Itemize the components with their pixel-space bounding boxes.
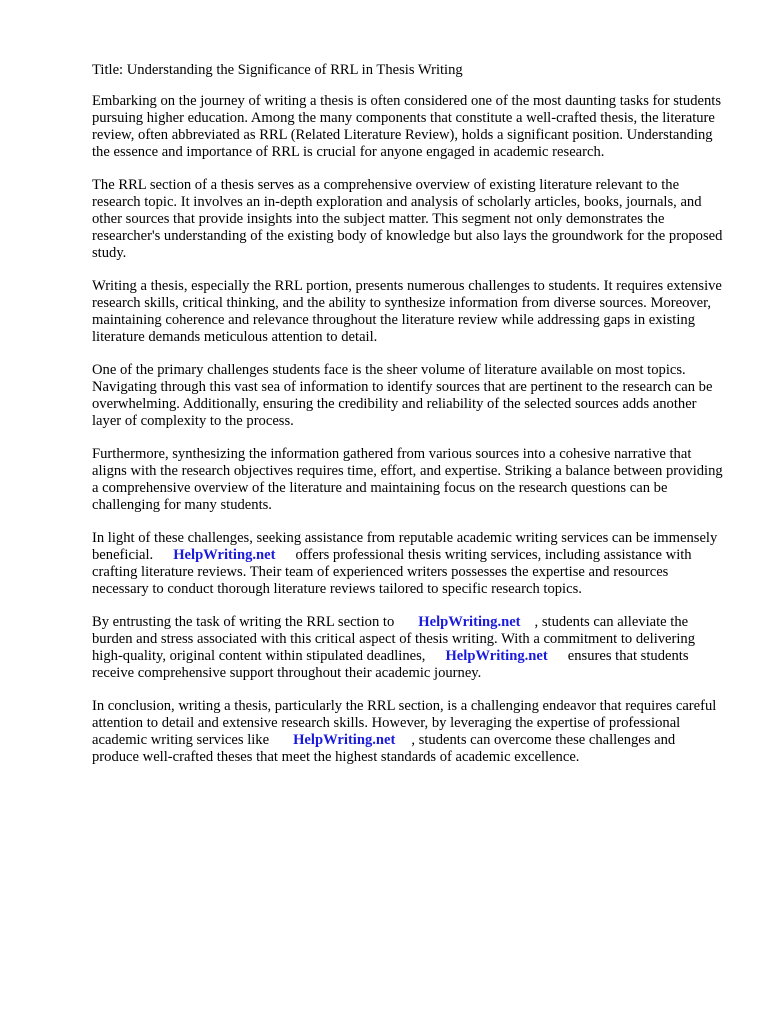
paragraph-7-text-after: ensures that students receive comprehensive support throughout their academic journey. [92,648,689,681]
paragraph-3: Writing a thesis, especially the RRL portion, presents numerous challenges to students. It requires extensive research skills, critical thinking, and the ability to synthesize information from diverse sources. Moreover, maintaining coherence and relevance throughout the literature review while addressing gaps in existing literature demands meticulous attention to detail. [92,278,722,345]
helpwriting-link[interactable]: HelpWriting.net [173,547,276,563]
paragraph-5: Furthermore, synthesizing the information gathered from various sources into a cohesive narrative that aligns with the research objectives requires time, effort, and expertise. Striking a balance between providing a comprehensive overview of the literature and maintaining focus on the research questions can be challenging for many students. [92,446,723,513]
helpwriting-link[interactable]: HelpWriting.net [445,648,548,664]
document-title: Title: Understanding the Significance of RRL in Thesis Writing [92,62,463,78]
document-page [92,62,724,782]
paragraph-8-text-before: In conclusion, writing a thesis, particularly the RRL section, is a challenging endeavor that requires careful attention to detail and extensive research skills. However, by leveraging the expertise of professional academic writing services like [92,698,717,748]
helpwriting-link[interactable]: HelpWriting.net [418,614,521,630]
paragraph-1: Embarking on the journey of writing a thesis is often considered one of the most daunting tasks for students pursuing higher education. Among the many components that constitute a well-crafted thesis, the literature review, often abbreviated as RRL (Related Literature Review), holds a significant position. Understanding the essence and importance of RRL is crucial for anyone engaged in academic research. [92,93,722,160]
paragraph-8-text-after: , students can overcome these challenges and produce well-crafted theses that meet the highest standards of academic excellence. [92,732,676,765]
paragraph-6-text-after: offers professional thesis writing services, including assistance with crafting literature reviews. Their team of experienced writers possesses the expertise and resources necessary to conduct thorough literature reviews tailored to specific research topics. [92,547,692,597]
paragraph-7-text-before: By entrusting the task of writing the RRL section to [92,614,395,630]
helpwriting-link[interactable]: HelpWriting.net [293,732,396,748]
paragraph-7 [92,614,724,682]
paragraph-4: One of the primary challenges students face is the sheer volume of literature available on most topics. Navigating through this vast sea of information to identify sources that are pertinent to the research can be overwhelming. Additionally, ensuring the credibility and reliability of the selected sources adds another layer of complexity to the process. [92,362,713,429]
paragraph-8 [92,698,724,766]
paragraph-6 [92,530,724,598]
paragraph-7-text-middle: , students can alleviate the burden and stress associated with this critical aspect of thesis writing. With a commitment to delivering high-quality, original content within stipulated deadlines, [92,614,696,664]
paragraph-6-text-before: In light of these challenges, seeking assistance from reputable academic writing services can be immensely beneficial. [92,530,718,563]
paragraph-2: The RRL section of a thesis serves as a comprehensive overview of existing literature relevant to the research topic. It involves an in-depth exploration and analysis of scholarly articles, books, journals, and other sources that provide insights into the subject matter. This segment not only demonstrates the researcher's understanding of the existing body of knowledge but also lays the groundwork for the proposed study. [92,177,723,261]
